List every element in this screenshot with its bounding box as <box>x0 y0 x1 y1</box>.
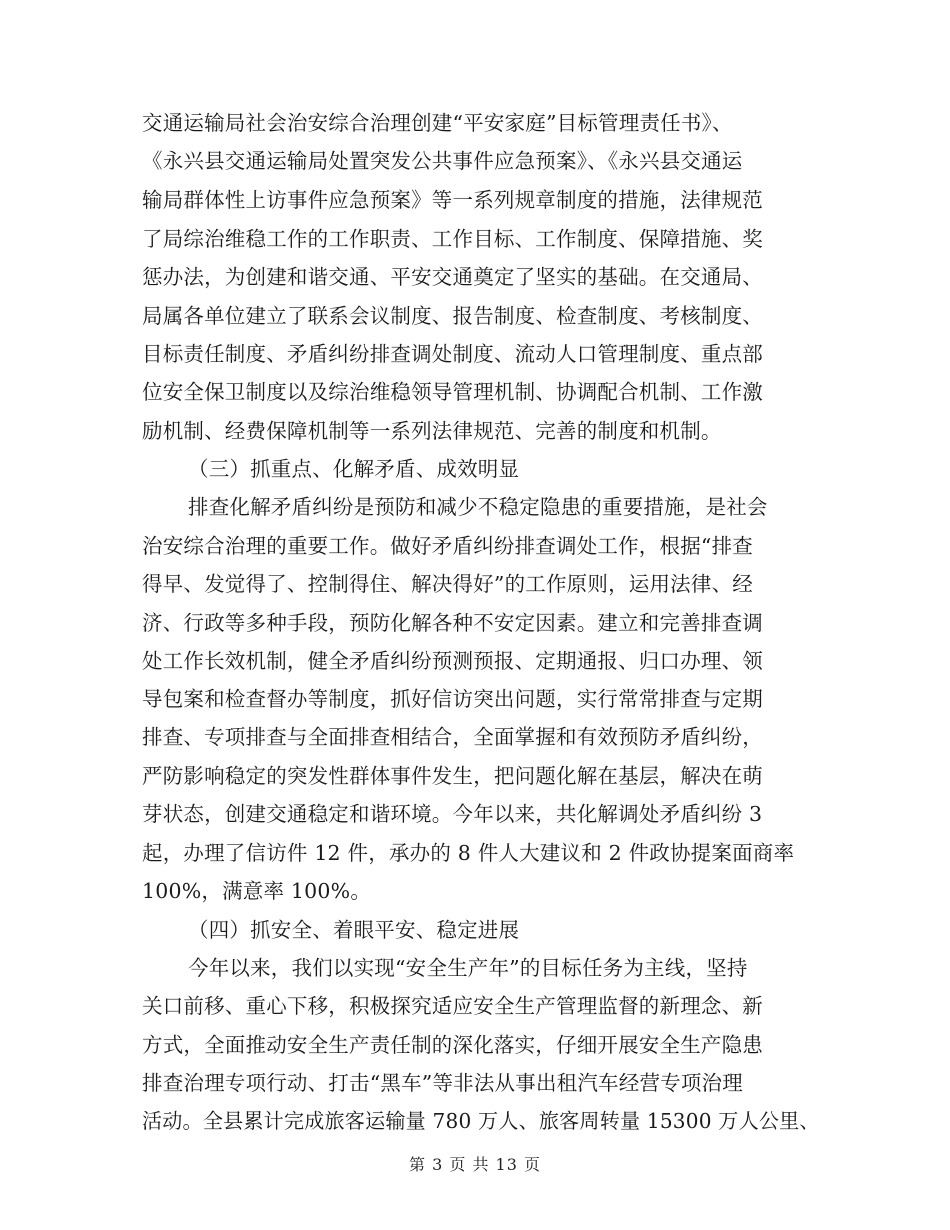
body-line: 起，办理了信访件 12 件，承办的 8 件人大建议和 2 件政协提案面商率 <box>142 841 795 865</box>
body-line: 交通运输局社会治安综合治理创建“平安家庭”目标管理责任书》、 <box>142 111 733 135</box>
body-line: 输局群体性上访事件应急预案》等一系列规章制度的措施，法律规范 <box>142 188 763 212</box>
body-line: 活动。全县累计完成旅客运输量 780 万人、旅客周转量 15300 万人公里、 <box>142 1109 820 1133</box>
section-heading: （四）抓安全、着眼平安、稳定进展 <box>188 918 520 942</box>
body-line: 100%，满意率 100%。 <box>142 879 372 903</box>
body-line: 排查化解矛盾纠纷是预防和减少不稳定隐患的重要措施，是社会 <box>188 495 768 519</box>
page-number-footer: 第 3 页 共 13 页 <box>409 1155 541 1174</box>
body-line: 排查、专项排查与全面排查相结合，全面掌握和有效预防矛盾纠纷， <box>142 725 763 749</box>
body-line: 治安综合治理的重要工作。做好矛盾纠纷排查调处工作，根据“排查 <box>142 534 753 558</box>
body-line: 惩办法，为创建和谐交通、平安交通奠定了坚实的基础。在交通局、 <box>142 265 763 289</box>
body-line: 目标责任制度、矛盾纠纷排查调处制度、流动人口管理制度、重点部 <box>142 342 763 366</box>
section-heading: （三）抓重点、化解矛盾、成效明显 <box>188 457 520 481</box>
body-line: 济、行政等多种手段，预防化解各种不安定因素。建立和完善排查调 <box>142 611 763 635</box>
body-line: 排查治理专项行动、打击“黑车”等非法从事出租汽车经营专项治理 <box>142 1071 743 1095</box>
body-line: 位安全保卫制度以及综治维稳领导管理机制、协调配合机制、工作激 <box>142 380 763 404</box>
body-line: 得早、发觉得了、控制得住、解决得好”的工作原则，运用法律、经 <box>142 572 753 596</box>
body-line: 处工作长效机制，健全矛盾纠纷预测预报、定期通报、归口办理、领 <box>142 649 763 673</box>
body-line: 导包案和检查督办等制度，抓好信访突出问题，实行常常排查与定期 <box>142 687 763 711</box>
body-line: 芽状态，创建交通稳定和谐环境。今年以来，共化解调处矛盾纠纷 3 <box>142 802 763 826</box>
body-line: 了局综治维稳工作的工作职责、工作目标、工作制度、保障措施、奖 <box>142 227 763 251</box>
body-line: 严防影响稳定的突发性群体事件发生，把问题化解在基层，解决在萌 <box>142 764 763 788</box>
body-line: 方式，全面推动安全生产责任制的深化落实，仔细开展安全生产隐患 <box>142 1033 763 1057</box>
body-line: 今年以来，我们以实现“安全生产年”的目标任务为主线，坚持 <box>188 956 748 980</box>
body-line: 励机制、经费保障机制等一系列法律规范、完善的制度和机制。 <box>142 419 722 443</box>
body-line: 关口前移、重心下移，积极探究适应安全生产管理监督的新理念、新 <box>142 994 763 1018</box>
body-line: 《永兴县交通运输局处置突发公共事件应急预案》、《永兴县交通运 <box>142 149 743 173</box>
body-line: 局属各单位建立了联系会议制度、报告制度、检查制度、考核制度、 <box>142 304 763 328</box>
